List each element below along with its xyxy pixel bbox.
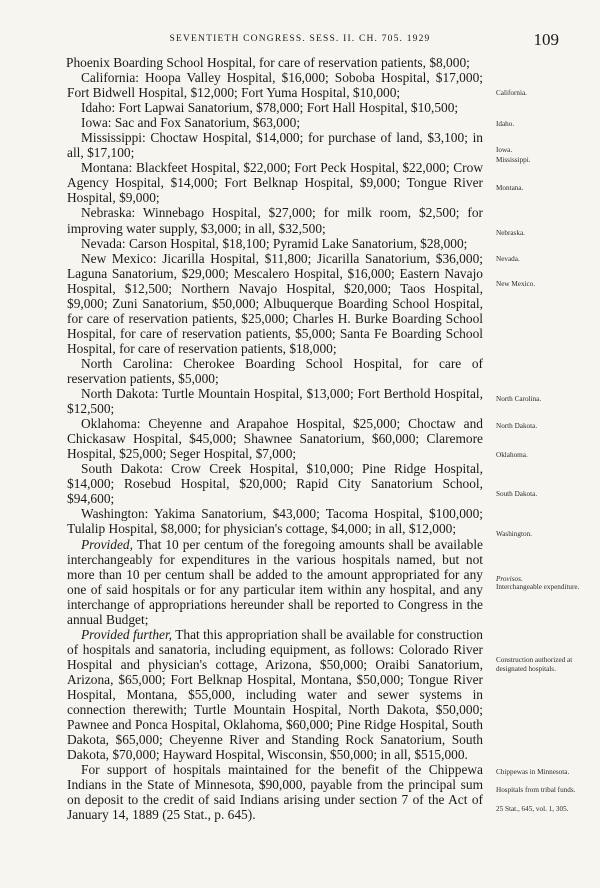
proviso-lead: Provided, bbox=[81, 536, 133, 552]
proviso-further-paragraph bbox=[67, 627, 483, 762]
side-note-tribal-funds: Hospitals from tribal funds. bbox=[496, 786, 576, 794]
side-note-provisos: Provisos. bbox=[496, 575, 523, 583]
paragraph-chippewa-hospitals: For support of hospitals maintained for the benefit of the Chippewa Indians in the State of Minnesota, $90,000, payable from the principal sum on deposit to the credit of said Indians arising under section 7 of the Act of January 14, 1889 (25 Stat., p. 645). bbox=[67, 762, 483, 823]
paragraph-california: California: Hoopa Valley Hospital, $16,000; Soboba Hospital, $17,000; Fort Bidwell Hospital, $12,000; Fort Yuma Hospital, $10,000; bbox=[67, 70, 483, 101]
side-note-chippewas: Chippewas in Minnesota. bbox=[496, 768, 570, 776]
paragraph-washington: Washington: Yakima Sanatorium, $43,000; Tacoma Hospital, $100,000; Tulalip Hospital, $8,000; for physician's cottage, $4,000; in all, $12,000; bbox=[67, 506, 483, 537]
side-note-interchangeable: Interchangeable expenditure. bbox=[496, 583, 580, 591]
paragraph-nevada: Nevada: Carson Hospital, $18,100; Pyramid Lake Sanatorium, $28,000; bbox=[81, 235, 468, 251]
paragraph-mississippi: Mississippi: Choctaw Hospital, $14,000; for purchase of land, $3,100; in all, $17,100; bbox=[67, 130, 483, 161]
side-note-north-carolina: North Carolina. bbox=[496, 395, 542, 403]
paragraph-north-dakota: North Dakota: Turtle Mountain Hospital, $13,000; Fort Berthold Hospital, $12,500; bbox=[67, 386, 483, 417]
paragraph-south-dakota: South Dakota: Crow Creek Hospital, $10,000; Pine Ridge Hospital, $14,000; Rosebud Hospital, $20,000; Rapid City Sanatorium School, $94,600; bbox=[67, 461, 483, 507]
paragraph-iowa: Iowa: Sac and Fox Sanatorium, $63,000; bbox=[81, 115, 301, 131]
paragraph-nebraska: Nebraska: Winnebago Hospital, $27,000; for milk room, $2,500; for improving water supply, $3,000; in all, $32,500; bbox=[67, 205, 483, 236]
side-note-california: California. bbox=[496, 89, 527, 97]
side-note-iowa: Iowa. bbox=[496, 146, 513, 154]
side-note-washington: Washington. bbox=[496, 530, 532, 538]
page-header bbox=[0, 30, 600, 49]
side-note-mississippi: Mississippi. bbox=[496, 156, 531, 164]
proviso-text: That 10 per centum of the foregoing amounts shall be available interchangeably for expenditures in the various hospitals named, but not more than 10 per centum shall be added to the amount appropriated for any one of said hospitals or for any particular item within any hospital, and any interchange of appropriations hereunder shall be reported to Congress in the annual Budget; bbox=[67, 536, 483, 627]
statute-body bbox=[67, 55, 483, 822]
side-note-citation: 25 Stat., 645, vol. 1, 305. bbox=[496, 805, 569, 813]
proviso-further-text: That this appropriation shall be available for construction of hospitals and sanatoria, including equipment, as follows: Colorado River Hospital and physician's cottage, Arizona, $50,000; Oraibi Sanatorium, Arizona, $65,000; Fort Belknap Hospital, Montana, $50,000; Tongue River Hospital, Montana, $55,000, including water and sewer systems in connection therewith; Turtle Mountain Hospital, North Dakota, $50,000; Pawnee and Ponca Hospital, Oklahoma, $60,000; Pine Ridge Hospital, South Dakota, $65,000; Cheyenne River and Standing Rock Sanatorium, South Dakota, $70,000; Hayward Hospital, Wisconsin, $50,000; in all, $515,000. bbox=[67, 626, 483, 763]
side-note-montana: Montana. bbox=[496, 184, 524, 192]
paragraph-north-carolina: North Carolina: Cherokee Boarding School Hospital, for care of reservation patients, $5,000; bbox=[67, 355, 483, 386]
paragraph-new-mexico: New Mexico: Jicarilla Hospital, $11,800; Jicarilla Sanatorium, $36,000; Laguna Sanatorium, $29,000; Mescalero Hospital, $16,000; Eastern Navajo Hospital, $12,500; Northern Navajo Hospital, $20,000; Taos Hospital, $9,000; Zuni Sanatorium, $50,000; Albuquerque Boarding School Hospital, for care of reservation patients, $25,000; Charles H. Burke Boarding School Hospital, for care of reservation patients, $5,000; Santa Fe Boarding School Hospital, for care of reservation patients, $18,000; bbox=[67, 250, 483, 356]
side-note-construction: Construction authorized at designated hospitals. bbox=[496, 656, 573, 673]
proviso-paragraph bbox=[67, 537, 483, 627]
paragraph-montana: Montana: Blackfeet Hospital, $22,000; Fort Peck Hospital, $22,000; Crow Agency Hospital, $14,000; Fort Belknap Hospital, $9,000; Tongue River Hospital, $9,000; bbox=[67, 160, 483, 206]
side-note-south-dakota: South Dakota. bbox=[496, 490, 538, 498]
paragraph-phoenix: Phoenix Boarding School Hospital, for care of reservation patients, $8,000; bbox=[66, 55, 470, 70]
running-head: SEVENTIETH CONGRESS. SESS. II. CH. 705. 1929 bbox=[169, 34, 431, 44]
page-number: 109 bbox=[533, 30, 559, 49]
side-note-new-mexico: New Mexico. bbox=[496, 280, 536, 288]
side-note-nebraska: Nebraska. bbox=[496, 229, 525, 237]
proviso-further-lead: Provided further, bbox=[81, 626, 173, 642]
side-note-north-dakota: North Dakota. bbox=[496, 422, 538, 430]
side-note-idaho: Idaho. bbox=[496, 120, 515, 128]
paragraph-oklahoma: Oklahoma: Cheyenne and Arapahoe Hospital, $25,000; Choctaw and Chickasaw Hospital, $45,000; Shawnee Sanatorium, $60,000; Claremore Hospital, $25,000; Seger Hospital, $7,000; bbox=[67, 416, 483, 462]
side-note-nevada: Nevada. bbox=[496, 255, 520, 263]
paragraph-idaho: Idaho: Fort Lapwai Sanatorium, $78,000; Fort Hall Hospital, $10,500; bbox=[81, 100, 459, 116]
side-note-oklahoma: Oklahoma. bbox=[496, 451, 528, 459]
